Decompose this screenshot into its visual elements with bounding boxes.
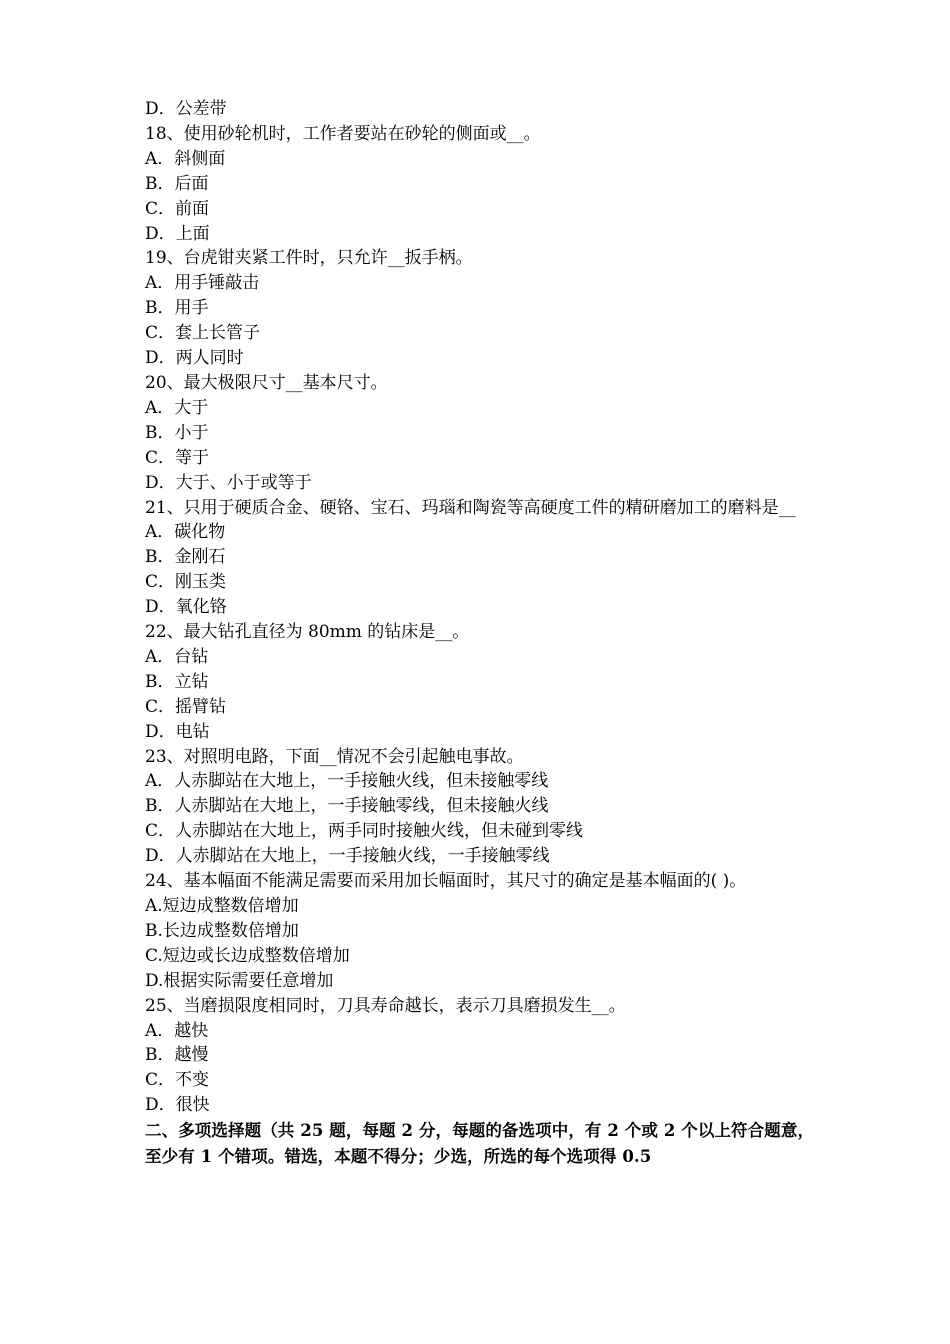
option-21-c: C．刚玉类 xyxy=(145,572,227,593)
question-22: 22、最大钻孔直径为 80mm 的钻床是__。 xyxy=(145,622,470,643)
option-20-c: C．等于 xyxy=(145,447,210,468)
option-25-a: A．越快 xyxy=(145,1020,209,1041)
question-23: 23、对照明电路，下面__情况不会引起触电事故。 xyxy=(145,746,524,767)
option-22-c: C．摇臂钻 xyxy=(145,696,227,717)
option-19-c: C．套上长管子 xyxy=(145,323,261,344)
option-25-c: C．不变 xyxy=(145,1070,210,1091)
document-page xyxy=(145,97,817,1169)
option-18-c: C．前面 xyxy=(145,198,210,219)
option-25-d: D．很快 xyxy=(145,1095,210,1116)
option-22-d: D．电钻 xyxy=(145,721,210,742)
option-23-b: B．人赤脚站在大地上，一手接触零线，但未接触火线 xyxy=(145,796,549,817)
option-21-b: B．金刚石 xyxy=(145,547,226,568)
option-21-d: D．氧化铬 xyxy=(145,597,227,618)
question-25: 25、当磨损限度相同时，刀具寿命越长，表示刀具磨损发生__。 xyxy=(145,995,626,1016)
option-23-c: C．人赤脚站在大地上，两手同时接触火线，但未碰到零线 xyxy=(145,821,584,842)
option-22-a: A．台钻 xyxy=(145,646,209,667)
section-heading-multiple-choice: 二、多项选择题（共 25 题，每题 2 分，每题的备选项中，有 2 个或 2 个以上符合题意，至少有 1 个错项。错选，本题不得分；少选，所选的每个选项得 0.5 xyxy=(145,1121,815,1166)
option-18-a: A．斜侧面 xyxy=(145,148,226,169)
option-25-b: B．越慢 xyxy=(145,1045,209,1066)
option-18-b: B．后面 xyxy=(145,173,209,194)
option-24-a: A.短边成整数倍增加 xyxy=(145,896,299,916)
option-20-b: B．小于 xyxy=(145,422,209,443)
option-20-d: D．大于、小于或等于 xyxy=(145,472,312,493)
question-21: 21、只用于硬质合金、硬铬、宝石、玛瑙和陶瓷等高硬度工件的精研磨加工的磨料是__ xyxy=(145,497,796,518)
option-23-a: A．人赤脚站在大地上，一手接触火线，但未接触零线 xyxy=(145,771,549,792)
option-17-d: D．公差带 xyxy=(145,99,227,119)
question-19: 19、台虎钳夹紧工件时，只允许__扳手柄。 xyxy=(145,248,473,269)
question-24: 24、基本幅面不能满足需要而采用加长幅面时，其尺寸的确定是基本幅面的( )。 xyxy=(145,871,747,892)
option-22-b: B．立钻 xyxy=(145,671,209,692)
option-18-d: D．上面 xyxy=(145,223,210,244)
option-24-c: C.短边或长边成整数倍增加 xyxy=(145,945,350,966)
option-23-d: D．人赤脚站在大地上，一手接触火线，一手接触零线 xyxy=(145,846,550,867)
option-20-a: A．大于 xyxy=(145,397,209,418)
option-19-a: A．用手锤敲击 xyxy=(145,273,260,294)
option-24-b: B.长边成整数倍增加 xyxy=(145,920,299,941)
question-18: 18、使用砂轮机时，工作者要站在砂轮的侧面或__。 xyxy=(145,123,541,144)
option-19-b: B．用手 xyxy=(145,298,209,319)
option-21-a: A．碳化物 xyxy=(145,522,226,543)
option-24-d: D.根据实际需要任意增加 xyxy=(145,970,334,991)
question-20: 20、最大极限尺寸__基本尺寸。 xyxy=(145,372,388,393)
option-19-d: D．两人同时 xyxy=(145,348,244,369)
